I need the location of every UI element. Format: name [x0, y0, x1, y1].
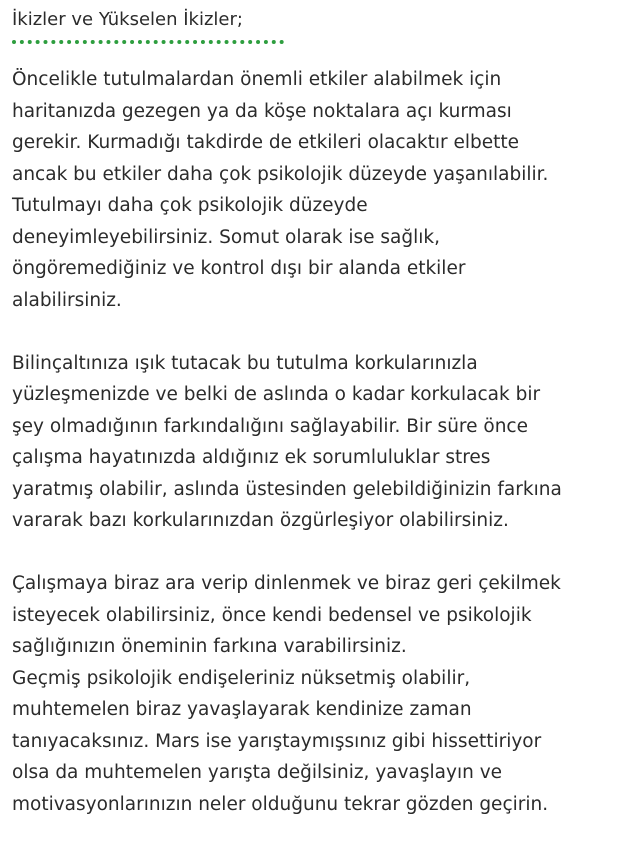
paragraph-4: Geçmiş psikolojik endişeleriniz nüksetmiş olabilir, muhtemelen biraz yavaşlayarak kendinize zaman tanıyacaksınız. Mars ise yarıştaymışsınız gibi hissettiriyor olsa da muhtemelen yarışta değilsiniz, yavaşlayın ve motivasyonlarınızın neler olduğunu tekrar gözden geçirin.	[12, 667, 549, 815]
article-body	[12, 64, 627, 820]
paragraph-spacer	[12, 537, 627, 569]
dotted-divider	[12, 40, 284, 44]
paragraph-3: Çalışmaya biraz ara verip dinlenmek ve biraz geri çekilmek isteyecek olabilirsiniz, önce kendi bedensel ve psikolojik sağlığınızın öneminin farkına varabilirsiniz.	[12, 573, 561, 657]
section-heading: İkizler ve Yükselen İkizler;	[12, 9, 243, 30]
paragraph-2: Bilinçaltınıza ışık tutacak bu tutulma korkularınızla yüzleşmenizde ve belki de aslında o kadar korkulacak bir şey olmadığının farkındalığını sağlayabilir. Bir süre önce çalışma hayatınızda aldığınız ek sorumluluklar stres yaratmış olabilir, aslında üstesinden gelebildiğinizin farkına vararak bazı korkularınızdan özgürleşiyor olabilirsiniz.	[12, 352, 562, 531]
paragraph-1: Öncelikle tutulmalardan önemli etkiler alabilmek için haritanızda gezegen ya da köşe noktalara açı kurması gerekir. Kurmadığı takdirde de etkileri olacaktır elbette ancak bu etkiler daha çok psikolojik düzeyde yaşanılabilir. Tutulmayı daha çok psikolojik düzeyde deneyimleyebilirsiniz. Somut olarak ise sağlık, öngöremediğiniz ve kontrol dışı bir alanda etkiler alabilirsiniz.	[12, 69, 549, 311]
article	[12, 8, 627, 820]
paragraph-spacer	[12, 316, 627, 348]
